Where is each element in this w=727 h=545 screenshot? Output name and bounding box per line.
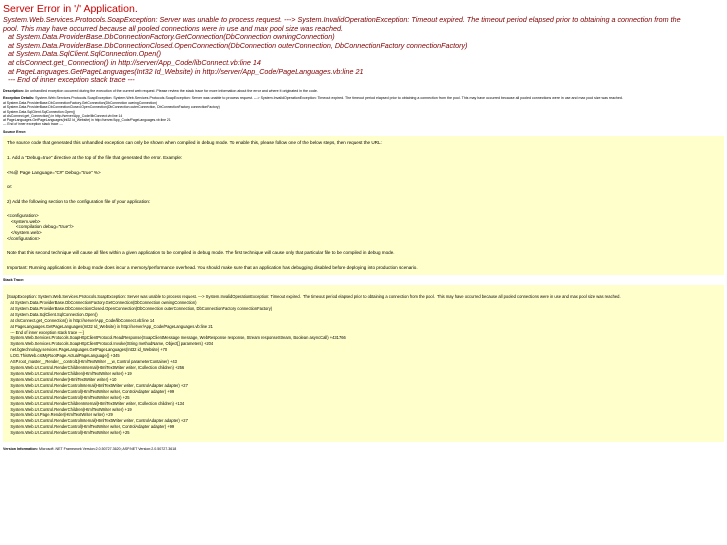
version-information [3, 447, 724, 452]
config-line: <system.web> [7, 218, 41, 224]
exception-details-stack [3, 101, 724, 127]
exception-details-label: Exception Details: [3, 96, 35, 101]
version-information-label: Version Information: [3, 447, 38, 452]
stack-trace-line: System.Web.UI.Control.RenderChildrenInternal(HtmlTextWriter writer, ICollection children) +134 [7, 400, 185, 406]
exception-detail-line: at clsConnect.get_Connection() in http://server/App_Code/libConnect.vb:line 14 [3, 113, 123, 118]
source-error-note: Note that this second technique will cause all files within a given application to be compiled in debug mode. The first technique will cause only that particular file to be compiled in debug mode. [7, 250, 395, 256]
stack-trace-line: System.Web.UI.Control.RenderControlInternal(HtmlTextWriter writer, ControlAdapter adapter) +27 [7, 382, 188, 388]
stack-trace-line: System.Web.UI.Control.RenderControl(HtmlTextWriter writer, ControlAdapter adapter) +99 [7, 388, 175, 394]
exception-detail-line: --- End of inner exception stack trace --- [3, 122, 63, 127]
headline-line: pool. This may have occurred because all pooled connections were in use and max pool size was reached. [3, 23, 344, 33]
config-line: </configuration> [7, 235, 40, 241]
headline-line: at System.Data.SqlClient.SqlConnection.Open() [8, 49, 162, 59]
headline-line: at System.Data.ProviderBase.DbConnectionFactory.GetConnection(DbConnection owningConnection) [8, 32, 335, 42]
source-error-step2: 2) Add the following section to the configuration file of your application: [7, 198, 151, 204]
stack-trace-line: System.Web.UI.Control.RenderChildrenInternal(HtmlTextWriter writer, ICollection children) +256 [7, 365, 185, 371]
stack-trace-line: System.Web.UI.Page.Render(HtmlTextWriter writer) +29 [7, 412, 113, 418]
stack-trace-line: at System.Data.ProviderBase.DbConnectionClosed.OpenConnection(DbConnection outerConnection, DbConnectionFactory connectionFactory) [7, 305, 273, 311]
headline-line: System.Web.Services.Protocols.SoapException: Server was unable to process request. ---> System.InvalidOperationException: Timeout expired. The timeout period elapsed prior to obtaining a connection from the [3, 15, 681, 24]
stack-trace-line: System.Web.Services.Protocols.SoapHttpClientProtocol.ReadResponse(SoapClientMessage message, WebResponse response, Stream responseStream, Boolean asyncCall) +431766 [7, 335, 346, 341]
config-line: </system.web> [7, 230, 42, 236]
page-title: Server Error in '/' Application. [3, 3, 138, 15]
exception-details-text: System.Web.Services.Protocols.SoapException: System.Web.Services.Protocols.SoapException: Server was unable to process request. ---> System.InvalidOperationException: Timeout expired. The timeout period elapsed prior to obtaining a connection from the pool. This may have occurred because all pooled connections were in use and max pool size was reached. [35, 96, 623, 101]
description-section [3, 89, 724, 94]
source-error-label: Source Error: [3, 129, 27, 134]
headline-line: at clsConnect.get_Connection() in http://server/App_Code/libConnect.vb:line 14 [8, 57, 261, 67]
headline-line: at System.Data.ProviderBase.DbConnectionClosed.OpenConnection(DbConnection outerConnection, DbConnectionFactory connectionFactory) [8, 40, 468, 50]
exception-detail-line: at System.Data.SqlClient.SqlConnection.Open() [3, 109, 76, 114]
source-error-important: Important: Running applications in debug mode does incur a memory/performance overhead. You should make sure that an application has debugging disabled before deploying into production scenario. [7, 264, 418, 270]
stack-trace-line: ASP.root_master__Render__control1(HtmlTextWriter __w, Control parameterContainer) +43 [7, 359, 177, 365]
stack-trace-line: at PageLanguages.GetPageLanguages(Int32 Id_Website) in http://server/App_Code/PageLanguages.vb:line 21 [7, 323, 213, 329]
stack-trace-line: System.Web.UI.Control.RenderControl(HtmlTextWriter writer) +25 [7, 430, 130, 436]
stack-trace-line: --- End of inner exception stack trace ---] [7, 329, 84, 335]
source-error-panel [3, 136, 724, 275]
stack-trace-line: System.Web.UI.Control.RenderChildren(HtmlTextWriter writer) +19 [7, 371, 132, 377]
headline-line: --- End of inner exception stack trace --- [8, 75, 135, 85]
stack-trace-line: LOG.ThisWeb.cstMyRootPage.ActualPageLanguage() +345 [7, 353, 120, 359]
stack-trace-label: Stack Trace: [3, 278, 25, 283]
stack-trace-line: System.Web.UI.Control.RenderControl(HtmlTextWriter writer, ControlAdapter adapter) +99 [7, 424, 175, 430]
stack-trace-line: net.bgtechnology.services.PageLanguages.GetPageLanguages(Int32 id_Website) +70 [7, 347, 168, 353]
config-line: <configuration> [7, 213, 39, 219]
stack-trace-line: at System.Data.ProviderBase.DbConnectionFactory.GetConnection(DbConnection owningConnection) [7, 299, 197, 305]
exception-detail-line: at PageLanguages.GetPageLanguages(Int32 Id_Website) in http://server/App_Code/PageLanguages.vb:line 21 [3, 118, 171, 123]
exception-details-section [3, 96, 724, 126]
config-line: <compilation debug="true"/> [7, 224, 74, 230]
stack-trace-line: System.Web.UI.Control.RenderControl(HtmlTextWriter writer) +25 [7, 394, 130, 400]
error-headline [3, 16, 724, 85]
headline-line: at PageLanguages.GetPageLanguages(Int32 Id_Website) in http://server/App_Code/PageLanguages.vb:line 21 [8, 66, 364, 76]
exception-detail-line: at System.Data.ProviderBase.DbConnectionClosed.OpenConnection(DbConnection outerConnection, DbConnectionFactory connectionFactory) [3, 105, 220, 110]
description-label: Description: [3, 88, 24, 93]
source-error-or: or: [7, 184, 13, 190]
stack-trace-line: [SoapException: System.Web.Services.Protocols.SoapException: Server was unable to process request. ---> System.InvalidOperationException: Timeout expired. The timeout period elapsed prior to obtaining a connection from the pool. This may have occurred because all pooled connections were in use and max pool size was reached. [7, 294, 621, 300]
config-snippet [7, 213, 720, 241]
description-text: An unhandled exception occurred during the execution of the current web request. Please review the stack trace for more information about the error and where it originated in the code. [24, 88, 318, 93]
source-error-step1-code: <%@ Page Language="C#" Debug="true" %> [7, 169, 101, 175]
stack-trace-line: at System.Data.SqlClient.SqlConnection.Open() [7, 311, 98, 317]
stack-trace-line: System.Web.Services.Protocols.SoapHttpClientProtocol.Invoke(String methodName, Object[] parameters) +204 [7, 341, 214, 347]
source-error-intro: The source code that generated this unhandled exception can only be shown when compiled in debug mode. To enable this, please follow one of the below steps, then request the URL: [7, 140, 382, 146]
exception-detail-line: at System.Data.ProviderBase.DbConnectionFactory.GetConnection(DbConnection owningConnection) [3, 100, 158, 105]
source-error-step1: 1. Add a "Debug=true" directive at the top of the file that generated the error. Example: [7, 154, 183, 160]
version-information-text: Microsoft .NET Framework Version:2.0.50727.3620; ASP.NET Version:2.0.50727.3618 [38, 447, 177, 452]
stack-trace-line: at clsConnect.get_Connection() in http://server/App_Code/libConnect.vb:line 14 [7, 317, 155, 323]
stack-trace-line: System.Web.UI.Control.RenderControlInternal(HtmlTextWriter writer, ControlAdapter adapter) +27 [7, 418, 188, 424]
stack-trace-line: System.Web.UI.Control.RenderChildren(HtmlTextWriter writer) +19 [7, 406, 132, 412]
stack-trace-line: System.Web.UI.Control.Render(HtmlTextWriter writer) +10 [7, 376, 117, 382]
stack-trace-panel [3, 285, 724, 442]
